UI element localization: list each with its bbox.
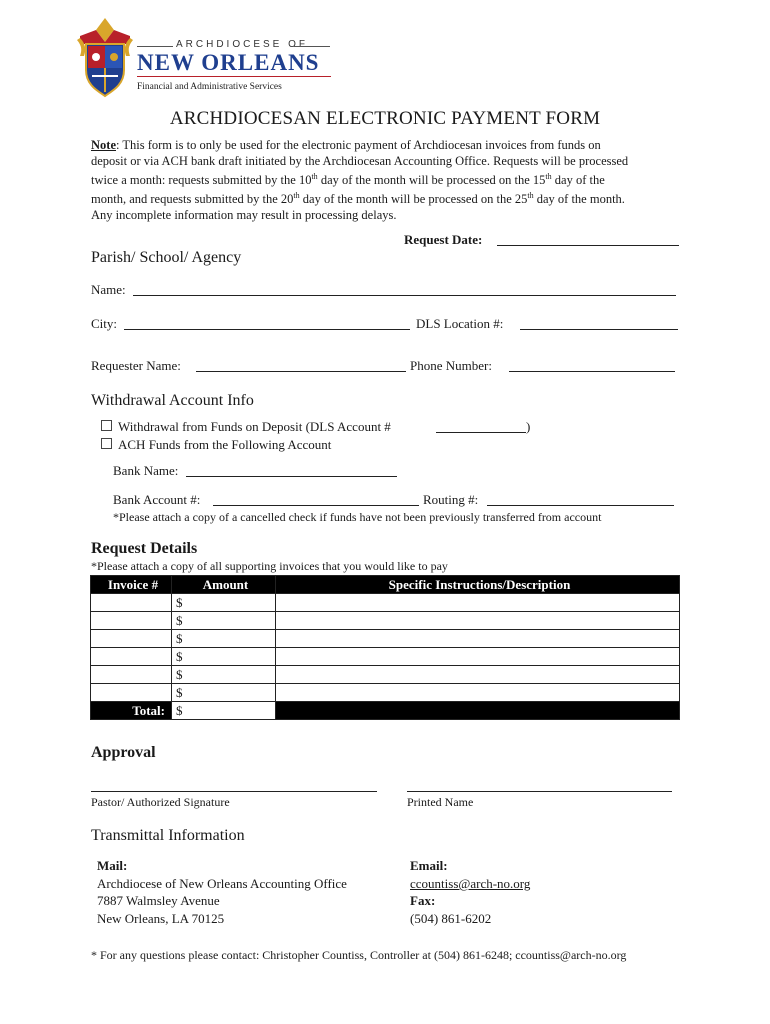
checkbox-funds-on-deposit[interactable] bbox=[101, 420, 112, 431]
table-row bbox=[91, 630, 680, 648]
withdrawal-heading: Withdrawal Account Info bbox=[91, 392, 254, 409]
phone-number-field[interactable] bbox=[509, 371, 675, 372]
checkbox-ach-funds[interactable] bbox=[101, 438, 112, 449]
col-description-header: Specific Instructions/Description bbox=[276, 576, 680, 594]
dls-location-field[interactable] bbox=[520, 329, 678, 330]
description-cell[interactable] bbox=[276, 684, 680, 702]
email-label: Email: bbox=[410, 858, 448, 873]
invoice-cell[interactable] bbox=[91, 648, 172, 666]
option-funds-on-deposit[interactable]: Withdrawal from Funds on Deposit (DLS Account # bbox=[101, 419, 391, 435]
name-label: Name: bbox=[91, 282, 126, 297]
invoice-cell[interactable] bbox=[91, 630, 172, 648]
table-row bbox=[91, 594, 680, 612]
city-field[interactable] bbox=[124, 329, 410, 330]
table-row bbox=[91, 666, 680, 684]
routing-label: Routing #: bbox=[423, 492, 479, 507]
routing-field[interactable] bbox=[487, 505, 674, 506]
mail-label: Mail: bbox=[97, 858, 128, 873]
org-top-text: ARCHDIOCESE OF bbox=[176, 39, 309, 50]
table-row bbox=[91, 648, 680, 666]
crest-icon bbox=[74, 16, 136, 98]
note-paragraph: Note: This form is to only be used for the electronic payment of Archdiocesan invoices from funds on deposit or via ACH bank draft initiated by the Archdiocesan Accounting Office. Requests will be processed twice a month: requests submitted by the 10th day of the month will be processed on the 15th day of the month, and requests submitted by the 20th day of the month will be processed on the 25th day of the month. Any incomplete information may result in processing delays. bbox=[91, 138, 629, 223]
mail-line-3: New Orleans, LA 70125 bbox=[97, 911, 225, 926]
dls-location-label: DLS Location #: bbox=[416, 316, 504, 331]
mail-line-1: Archdiocese of New Orleans Accounting Office bbox=[97, 876, 347, 891]
invoice-cell[interactable] bbox=[91, 666, 172, 684]
option-ach-funds[interactable]: ACH Funds from the Following Account bbox=[101, 437, 331, 453]
total-amount-cell[interactable]: $ bbox=[172, 702, 276, 720]
name-field[interactable] bbox=[133, 295, 676, 296]
amount-cell[interactable]: $ bbox=[172, 630, 276, 648]
org-name-text: NEW ORLEANS bbox=[137, 50, 320, 75]
request-date-label: Request Date: bbox=[404, 232, 483, 247]
option1-close-paren: ) bbox=[526, 419, 531, 434]
supporting-invoices-note: *Please attach a copy of all supporting invoices that you would like to pay bbox=[91, 559, 448, 573]
mail-line-2: 7887 Walmsley Avenue bbox=[97, 893, 220, 908]
request-details-heading: Request Details bbox=[91, 540, 198, 557]
approval-heading: Approval bbox=[91, 744, 156, 761]
signature-field[interactable] bbox=[91, 791, 377, 792]
bank-account-field[interactable] bbox=[213, 505, 419, 506]
fax-number: (504) 861-6202 bbox=[410, 911, 492, 926]
org-sub-text: Financial and Administrative Services bbox=[137, 82, 282, 92]
amount-cell[interactable]: $ bbox=[172, 612, 276, 630]
bank-account-label: Bank Account #: bbox=[113, 492, 201, 507]
signature-label: Pastor/ Authorized Signature bbox=[91, 795, 230, 809]
total-blank-cell bbox=[276, 702, 680, 720]
requester-name-field[interactable] bbox=[196, 371, 406, 372]
table-row bbox=[91, 684, 680, 702]
parish-heading: Parish/ School/ Agency bbox=[91, 249, 242, 266]
fax-label: Fax: bbox=[410, 893, 436, 908]
invoice-cell[interactable] bbox=[91, 594, 172, 612]
amount-cell[interactable]: $ bbox=[172, 594, 276, 612]
amount-cell[interactable]: $ bbox=[172, 666, 276, 684]
dls-account-field[interactable] bbox=[436, 432, 526, 433]
transmittal-heading: Transmittal Information bbox=[91, 827, 245, 844]
contact-footer: * For any questions please contact: Christopher Countiss, Controller at (504) 861-6248; ccountiss@arch-no.org bbox=[91, 948, 627, 962]
city-label: City: bbox=[91, 316, 118, 331]
request-date-field[interactable] bbox=[497, 245, 679, 246]
printed-name-label: Printed Name bbox=[407, 795, 474, 809]
amount-cell[interactable]: $ bbox=[172, 684, 276, 702]
description-cell[interactable] bbox=[276, 594, 680, 612]
table-header-row bbox=[91, 576, 680, 594]
phone-number-label: Phone Number: bbox=[410, 358, 492, 373]
form-title: ARCHDIOCESAN ELECTRONIC PAYMENT FORM bbox=[169, 108, 601, 129]
email-link-wrap bbox=[410, 876, 530, 892]
request-details-table bbox=[90, 575, 680, 720]
note-label: Note bbox=[91, 138, 116, 152]
bank-name-field[interactable] bbox=[186, 476, 397, 477]
amount-cell[interactable]: $ bbox=[172, 648, 276, 666]
invoice-cell[interactable] bbox=[91, 684, 172, 702]
description-cell[interactable] bbox=[276, 612, 680, 630]
cancelled-check-note: *Please attach a copy of a cancelled check if funds have not been previously transferred from account bbox=[113, 510, 602, 524]
printed-name-field[interactable] bbox=[407, 791, 672, 792]
total-label: Total: bbox=[91, 702, 172, 720]
bank-name-label: Bank Name: bbox=[113, 463, 179, 478]
invoice-cell[interactable] bbox=[91, 612, 172, 630]
col-invoice-header: Invoice # bbox=[91, 576, 172, 594]
email-link[interactable]: ccountiss@arch-no.org bbox=[410, 876, 531, 891]
table-row bbox=[91, 612, 680, 630]
total-row bbox=[91, 702, 680, 720]
requester-name-label: Requester Name: bbox=[91, 358, 181, 373]
description-cell[interactable] bbox=[276, 630, 680, 648]
description-cell[interactable] bbox=[276, 648, 680, 666]
col-amount-header: Amount bbox=[172, 576, 276, 594]
description-cell[interactable] bbox=[276, 666, 680, 684]
